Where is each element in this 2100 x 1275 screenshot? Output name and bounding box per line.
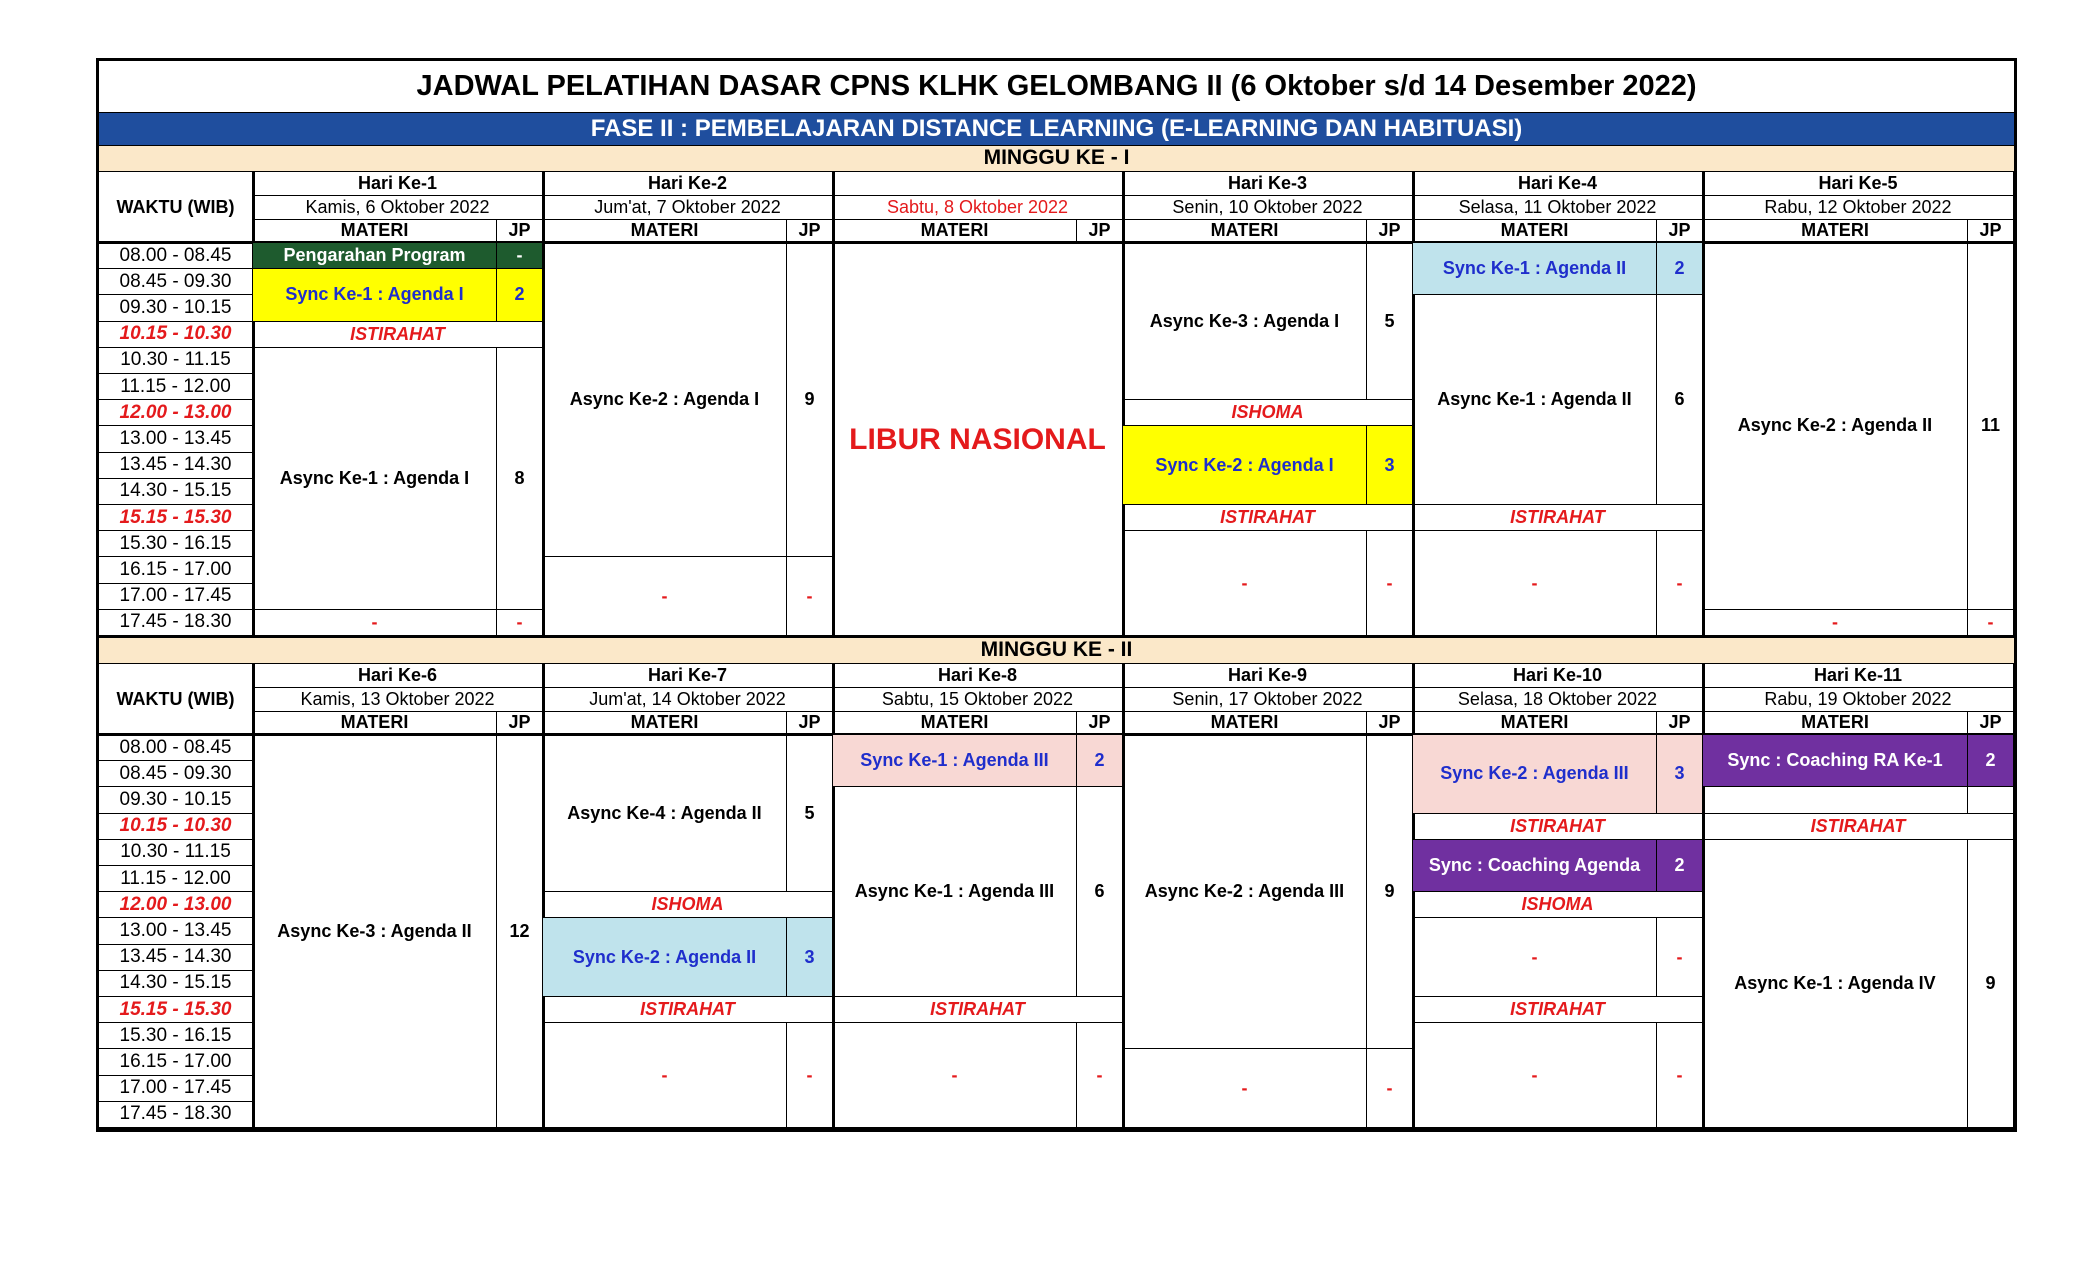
- jp-header: JP: [1968, 220, 2014, 241]
- time-slot: 17.00 - 17.45: [99, 584, 253, 610]
- time-slot: 11.15 - 12.00: [99, 374, 253, 400]
- session-jp: -: [1968, 610, 2014, 636]
- materi-header: MATERI: [833, 220, 1077, 241]
- waktu-header: WAKTU (WIB): [99, 664, 253, 735]
- day-number: Hari Ke-5: [1703, 172, 2014, 196]
- time-slot: 16.15 - 17.00: [99, 1049, 253, 1075]
- materi-header: MATERI: [1123, 712, 1367, 733]
- session-jp: 2: [1657, 840, 1703, 892]
- time-slot: 15.30 - 16.15: [99, 531, 253, 557]
- time-slot: 16.15 - 17.00: [99, 557, 253, 583]
- session-materi: Sync Ke-2 : Agenda I: [1123, 426, 1367, 505]
- session-materi: Async Ke-3 : Agenda II: [253, 735, 497, 1128]
- session-jp: 11: [1968, 243, 2014, 610]
- session-jp: -: [1657, 918, 1703, 997]
- materi-header: MATERI: [1703, 220, 1968, 241]
- session-jp: 2: [497, 269, 543, 321]
- time-slot: 08.45 - 09.30: [99, 269, 253, 295]
- schedule-title: JADWAL PELATIHAN DASAR CPNS KLHK GELOMBANG II (6 Oktober s/d 14 Desember 2022): [99, 61, 2014, 113]
- session-jp: 5: [787, 735, 833, 892]
- istirahat-label: ISTIRAHAT: [1413, 814, 1703, 840]
- istirahat-label: ISTIRAHAT: [1413, 505, 1703, 531]
- session-materi: Async Ke-3 : Agenda I: [1123, 243, 1367, 400]
- day-number: Hari Ke-2: [543, 172, 833, 196]
- session-materi: Sync Ke-1 : Agenda III: [833, 735, 1077, 787]
- session-materi: Sync : Coaching Agenda: [1413, 840, 1657, 892]
- empty-session: -: [1123, 1049, 1367, 1128]
- jp-header: JP: [1077, 220, 1123, 241]
- day-number: Hari Ke-7: [543, 664, 833, 688]
- empty-session: -: [253, 610, 497, 636]
- istirahat-label: ISTIRAHAT: [1703, 814, 2014, 840]
- time-slot: 15.15 - 15.30: [99, 505, 253, 531]
- day-date: Jum'at, 14 Oktober 2022: [543, 688, 833, 712]
- istirahat-label: ISTIRAHAT: [543, 997, 833, 1023]
- time-slot: 11.15 - 12.00: [99, 866, 253, 892]
- session-jp: 6: [1657, 295, 1703, 505]
- jp-header: JP: [497, 712, 543, 733]
- istirahat-label: ISTIRAHAT: [1413, 997, 1703, 1023]
- time-slot: 08.45 - 09.30: [99, 761, 253, 787]
- jp-header: JP: [1657, 220, 1703, 241]
- jp-header: JP: [497, 220, 543, 241]
- session-jp: 2: [1077, 735, 1123, 787]
- jp-header: JP: [787, 220, 833, 241]
- session-jp: -: [787, 557, 833, 636]
- session-materi: Async Ke-1 : Agenda IV: [1703, 840, 1968, 1128]
- libur-nasional-label: LIBUR NASIONAL: [833, 243, 1123, 636]
- empty-session: -: [543, 1023, 787, 1128]
- day-date: Senin, 10 Oktober 2022: [1123, 196, 1413, 220]
- materi-header: MATERI: [253, 712, 497, 733]
- session-materi: Sync Ke-2 : Agenda III: [1413, 735, 1657, 814]
- time-slot: 08.00 - 08.45: [99, 735, 253, 761]
- day-number: Hari Ke-9: [1123, 664, 1413, 688]
- day-date: Sabtu, 15 Oktober 2022: [833, 688, 1123, 712]
- time-slot: 09.30 - 10.15: [99, 787, 253, 813]
- jp-header: JP: [1367, 220, 1413, 241]
- empty-session: -: [1703, 610, 1968, 636]
- session-materi: Async Ke-2 : Agenda I: [543, 243, 787, 557]
- jp-header: JP: [787, 712, 833, 733]
- day-number: Hari Ke-11: [1703, 664, 2014, 688]
- session-jp: 3: [787, 918, 833, 997]
- session-materi: [1703, 787, 1968, 813]
- day-date: Rabu, 12 Oktober 2022: [1703, 196, 2014, 220]
- session-jp: 6: [1077, 787, 1123, 997]
- time-slot: 08.00 - 08.45: [99, 243, 253, 269]
- time-slot: 12.00 - 13.00: [99, 400, 253, 426]
- session-materi: Async Ke-1 : Agenda II: [1413, 295, 1657, 505]
- schedule-sheet: [96, 58, 2017, 1132]
- session-jp: -: [787, 1023, 833, 1128]
- day-number: Hari Ke-4: [1413, 172, 1703, 196]
- jp-header: JP: [1657, 712, 1703, 733]
- day-number: Hari Ke-1: [253, 172, 543, 196]
- session-jp: 3: [1657, 735, 1703, 814]
- day-date: Rabu, 19 Oktober 2022: [1703, 688, 2014, 712]
- time-slot: 12.00 - 13.00: [99, 892, 253, 918]
- time-slot: 17.00 - 17.45: [99, 1076, 253, 1102]
- istirahat-label: ISTIRAHAT: [253, 322, 543, 348]
- time-slot: 10.30 - 11.15: [99, 348, 253, 374]
- time-slot: 15.30 - 16.15: [99, 1023, 253, 1049]
- waktu-header: WAKTU (WIB): [99, 172, 253, 243]
- session-jp: 9: [1968, 840, 2014, 1128]
- session-materi: Sync Ke-2 : Agenda II: [543, 918, 787, 997]
- jp-header: JP: [1077, 712, 1123, 733]
- materi-header: MATERI: [1413, 712, 1657, 733]
- time-slot: 13.45 - 14.30: [99, 453, 253, 479]
- session-jp: 3: [1367, 426, 1413, 505]
- day-date: Kamis, 13 Oktober 2022: [253, 688, 543, 712]
- session-jp: 8: [497, 348, 543, 610]
- session-jp: -: [1657, 531, 1703, 636]
- empty-session: -: [1123, 531, 1367, 636]
- session-jp: 9: [1367, 735, 1413, 1049]
- session-jp: 2: [1657, 243, 1703, 295]
- day-date: Sabtu, 8 Oktober 2022: [833, 196, 1123, 220]
- time-slot: 10.30 - 11.15: [99, 840, 253, 866]
- session-jp: 2: [1968, 735, 2014, 787]
- session-materi: Sync Ke-1 : Agenda I: [253, 269, 497, 321]
- session-jp: [1968, 787, 2014, 813]
- day-date: Kamis, 6 Oktober 2022: [253, 196, 543, 220]
- day-number: Hari Ke-8: [833, 664, 1123, 688]
- materi-header: MATERI: [833, 712, 1077, 733]
- session-jp: -: [497, 243, 543, 269]
- session-jp: -: [1657, 1023, 1703, 1128]
- time-slot: 17.45 - 18.30: [99, 1102, 253, 1128]
- week-label: MINGGU KE - II: [99, 638, 2014, 664]
- time-slot: 09.30 - 10.15: [99, 295, 253, 321]
- day-date: Selasa, 18 Oktober 2022: [1413, 688, 1703, 712]
- istirahat-label: ISTIRAHAT: [1123, 505, 1413, 531]
- ishoma-label: ISHOMA: [543, 892, 833, 918]
- week-bottom-divider: [99, 1127, 2014, 1130]
- jp-header: JP: [1968, 712, 2014, 733]
- session-jp: -: [1367, 531, 1413, 636]
- session-jp: 12: [497, 735, 543, 1128]
- session-jp: -: [1077, 1023, 1123, 1128]
- materi-header: MATERI: [543, 712, 787, 733]
- empty-session: -: [1413, 1023, 1657, 1128]
- day-date: Jum'at, 7 Oktober 2022: [543, 196, 833, 220]
- session-jp: 5: [1367, 243, 1413, 400]
- time-slot: 14.30 - 15.15: [99, 971, 253, 997]
- day-date: Senin, 17 Oktober 2022: [1123, 688, 1413, 712]
- time-slot: 13.00 - 13.45: [99, 918, 253, 944]
- session-materi: Pengarahan Program: [253, 243, 497, 269]
- empty-session: -: [833, 1023, 1077, 1128]
- day-date: Selasa, 11 Oktober 2022: [1413, 196, 1703, 220]
- ishoma-label: ISHOMA: [1413, 892, 1703, 918]
- session-materi: Async Ke-4 : Agenda II: [543, 735, 787, 892]
- day-number: Hari Ke-10: [1413, 664, 1703, 688]
- ishoma-label: ISHOMA: [1123, 400, 1413, 426]
- jp-header: JP: [1367, 712, 1413, 733]
- session-materi: Async Ke-2 : Agenda II: [1703, 243, 1968, 610]
- session-materi: Sync Ke-1 : Agenda II: [1413, 243, 1657, 295]
- materi-header: MATERI: [1413, 220, 1657, 241]
- day-number: Hari Ke-6: [253, 664, 543, 688]
- day-number: [833, 172, 1123, 196]
- phase-banner: FASE II : PEMBELAJARAN DISTANCE LEARNING (E-LEARNING DAN HABITUASI): [99, 113, 2014, 146]
- empty-session: -: [543, 557, 787, 636]
- session-jp: -: [497, 610, 543, 636]
- session-materi: Async Ke-2 : Agenda III: [1123, 735, 1367, 1049]
- empty-session: -: [1413, 918, 1657, 997]
- istirahat-label: ISTIRAHAT: [833, 997, 1123, 1023]
- time-slot: 14.30 - 15.15: [99, 479, 253, 505]
- day-number: Hari Ke-3: [1123, 172, 1413, 196]
- materi-header: MATERI: [543, 220, 787, 241]
- session-materi: Async Ke-1 : Agenda I: [253, 348, 497, 610]
- time-slot: 10.15 - 10.30: [99, 814, 253, 840]
- session-materi: Sync : Coaching RA Ke-1: [1703, 735, 1968, 787]
- time-slot: 17.45 - 18.30: [99, 610, 253, 636]
- time-slot: 10.15 - 10.30: [99, 322, 253, 348]
- empty-session: -: [1413, 531, 1657, 636]
- materi-header: MATERI: [253, 220, 497, 241]
- materi-header: MATERI: [1123, 220, 1367, 241]
- time-slot: 13.45 - 14.30: [99, 945, 253, 971]
- session-materi: Async Ke-1 : Agenda III: [833, 787, 1077, 997]
- session-jp: -: [1367, 1049, 1413, 1128]
- time-slot: 13.00 - 13.45: [99, 426, 253, 452]
- week-label: MINGGU KE - I: [99, 146, 2014, 172]
- session-jp: 9: [787, 243, 833, 557]
- materi-header: MATERI: [1703, 712, 1968, 733]
- time-slot: 15.15 - 15.30: [99, 997, 253, 1023]
